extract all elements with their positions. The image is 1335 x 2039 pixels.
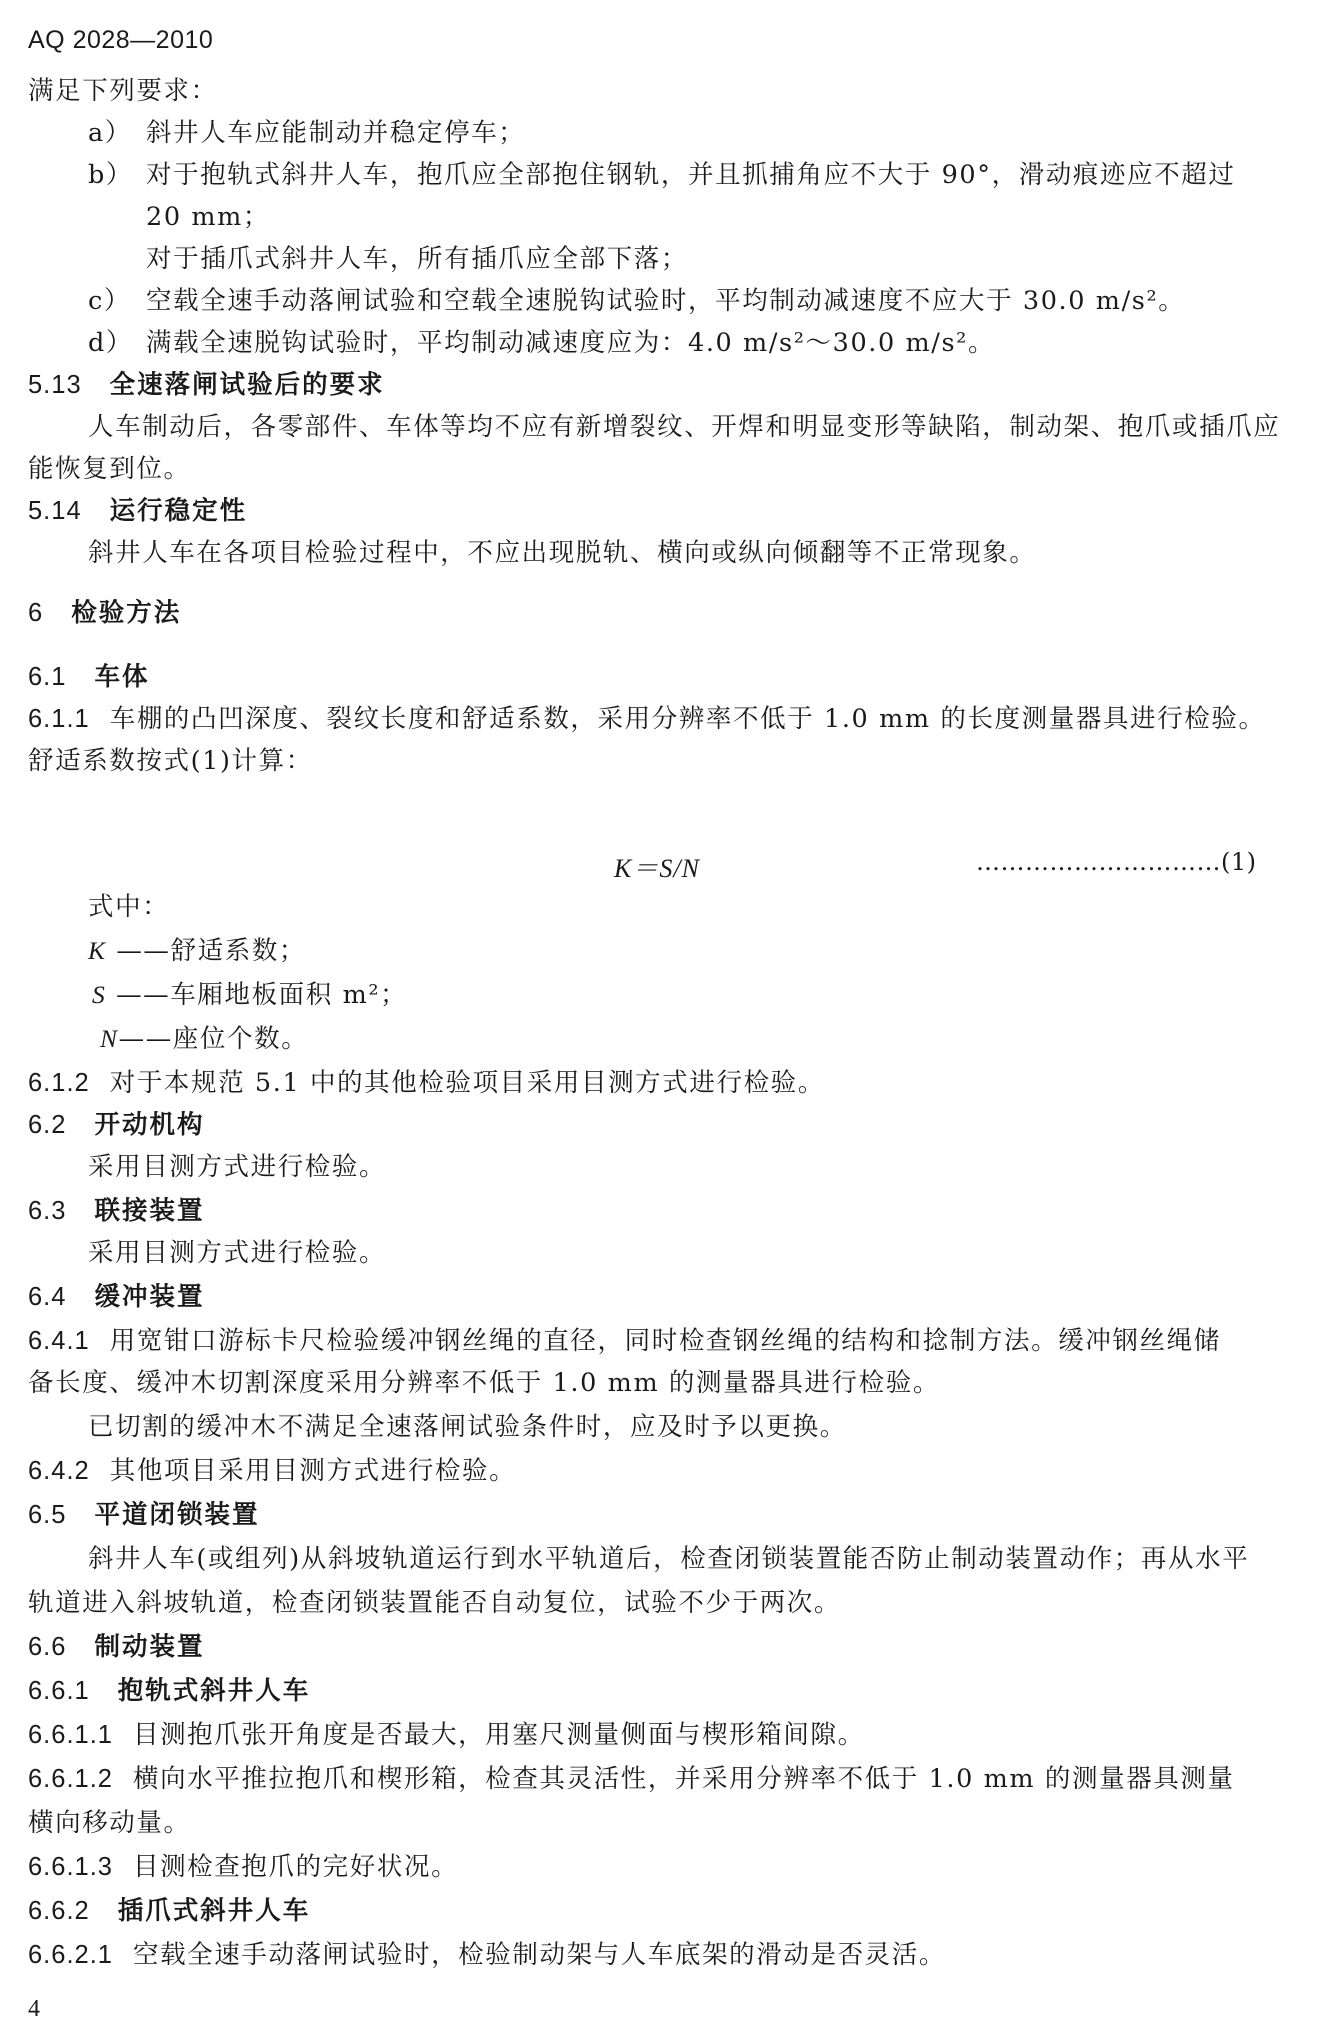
section-heading-6-2 [28,1110,204,1140]
section-number: 6.2 [28,1111,67,1139]
section-heading-6-6-2 [28,1896,310,1926]
clause-text: 目测抱爪张开角度是否最大，用塞尺测量侧面与楔形箱间隙。 [132,1720,865,1750]
section-number: 5.13 [28,371,82,399]
section-number: 6.6.2 [28,1897,90,1925]
section-number: 6.1 [28,663,67,691]
clause-6-6-1-2 [28,1764,1235,1794]
clause-text: 目测检查抱爪的完好状况。 [132,1852,459,1882]
clause-text: 用宽钳口游标卡尺检验缓冲钢丝绳的直径，同时检查钢丝绳的结构和捻制方法。缓冲钢丝绳储 [109,1326,1221,1356]
paragraph-line: 能恢复到位。 [28,454,191,484]
paragraph-line: 满足下列要求： [28,76,218,106]
clause-6-1-2 [28,1068,825,1098]
section-title: 插爪式斜井人车 [117,1897,311,1925]
section-title: 检验方法 [71,599,182,627]
clause-text: 其他项目采用目测方式进行检验。 [109,1456,517,1486]
clause-text: 对于本规范 5.1 中的其他检验项目采用目测方式进行检验。 [109,1068,825,1098]
variable-symbol: N [100,1024,119,1053]
variable-description: ——座位个数。 [118,1024,309,1054]
clause-6-6-1-3 [28,1852,458,1882]
clause-number: 6.6.1.3 [28,1853,113,1881]
section-heading-6-6 [28,1632,204,1662]
list-text: 斜井人车应能制动并稳定停车； [146,118,526,148]
clause-number: 6.6.1.2 [28,1765,113,1793]
paragraph-line: 采用目测方式进行检验。 [88,1238,387,1268]
section-heading-6-1 [28,662,149,692]
paragraph-line: 已切割的缓冲木不满足全速落闸试验条件时，应及时予以更换。 [88,1412,847,1442]
clause-text: 空载全速手动落闸试验时，检验制动架与人车底架的滑动是否灵活。 [132,1940,946,1970]
section-heading-5-13 [28,370,385,400]
list-item-a [88,118,525,148]
section-number: 6.6 [28,1633,67,1661]
section-title: 车体 [94,663,150,691]
paragraph-line: 舒适系数按式(1)计算： [28,746,313,776]
chapter-heading-6 [28,598,181,628]
clause-6-1-1 [28,704,1266,734]
section-number: 6.6.1 [28,1677,90,1705]
clause-6-6-2-1 [28,1940,946,1970]
clause-number: 6.1.1 [28,705,90,733]
list-item-c [88,286,1185,316]
section-heading-6-5 [28,1500,259,1530]
paragraph-line: 备长度、缓冲木切割深度采用分辨率不低于 1.0 mm 的测量器具进行检验。 [28,1368,940,1398]
page-number: 4 [28,1996,40,2022]
variable-description: ——车厢地板面积 m²； [106,980,408,1010]
clause-number: 6.4.2 [28,1457,90,1485]
clause-text: 横向水平推拉抱爪和楔形箱，检查其灵活性，并采用分辨率不低于 1.0 mm 的测量器具测量 [132,1764,1235,1794]
paragraph-line: 斜井人车(或组列)从斜坡轨道运行到水平轨道后，检查闭锁装置能否防止制动装置动作；再从水平 [88,1544,1250,1574]
section-heading-6-3 [28,1196,204,1226]
section-title: 全速落闸试验后的要求 [109,371,385,399]
section-number: 6.3 [28,1197,67,1225]
variable-definition-s [92,980,407,1010]
clause-number: 6.1.2 [28,1069,90,1097]
section-number: 6.5 [28,1501,67,1529]
section-number: 6.4 [28,1283,67,1311]
section-number: 5.14 [28,497,82,525]
section-title: 平道闭锁装置 [94,1501,260,1529]
paragraph-line: 式中： [88,892,170,922]
section-title: 缓冲装置 [94,1283,205,1311]
section-title: 运行稳定性 [109,497,248,525]
list-continuation: 对于插爪式斜井人车，所有插爪应全部下落； [146,244,689,274]
section-number: 6 [28,599,44,627]
clause-6-4-1 [28,1326,1221,1356]
equation-number: …………………………(1) [976,848,1257,876]
variable-definition-n [100,1024,308,1054]
paragraph-line: 横向移动量。 [28,1808,191,1838]
list-text: 满载全速脱钩试验时，平均制动减速度应为：4.0 m/s²～30.0 m/s²。 [146,328,996,358]
clause-number: 6.4.1 [28,1327,90,1355]
clause-number: 6.6.2.1 [28,1941,113,1969]
section-title: 开动机构 [94,1111,205,1139]
paragraph-line: 轨道进入斜坡轨道，检查闭锁装置能否自动复位，试验不少于两次。 [28,1588,842,1618]
paragraph-line: 斜井人车在各项目检验过程中，不应出现脱轨、横向或纵向倾翻等不正常现象。 [88,538,1037,568]
section-title: 抱轨式斜井人车 [117,1677,311,1705]
list-continuation: 20 mm； [146,202,271,232]
list-marker: a） [88,118,132,148]
list-text: 空载全速手动落闸试验和空载全速脱钩试验时，平均制动减速度不应大于 30.0 m/s²。 [146,286,1186,316]
list-item-d [88,328,995,358]
standard-code-header: AQ 2028—2010 [28,26,214,54]
section-heading-6-6-1 [28,1676,310,1706]
list-item-b [88,160,1236,190]
clause-6-4-2 [28,1456,516,1486]
clause-6-6-1-1 [28,1720,865,1750]
list-marker: b） [88,160,134,190]
section-heading-6-4 [28,1282,204,1312]
section-title: 制动装置 [94,1633,205,1661]
section-title: 联接装置 [94,1197,205,1225]
formula-k: K＝S/N [614,854,700,883]
list-marker: c） [88,286,131,316]
variable-symbol: K [88,936,107,965]
list-text: 对于抱轨式斜井人车，抱爪应全部抱住钢轨，并且抓捕角应不大于 90°，滑动痕迹应不超过 [146,160,1236,190]
list-marker: d） [88,328,134,358]
paragraph-line: 人车制动后，各零部件、车体等均不应有新增裂纹、开焊和明显变形等缺陷，制动架、抱爪或插爪应 [88,412,1281,442]
variable-symbol: S [92,980,107,1009]
variable-description: ——舒适系数； [106,936,307,966]
variable-definition-k [88,936,306,966]
clause-number: 6.6.1.1 [28,1721,113,1749]
clause-text: 车棚的凸凹深度、裂纹长度和舒适系数，采用分辨率不低于 1.0 mm 的长度测量器具进行检验。 [109,704,1266,734]
section-heading-5-14 [28,496,247,526]
paragraph-line: 采用目测方式进行检验。 [88,1152,387,1182]
